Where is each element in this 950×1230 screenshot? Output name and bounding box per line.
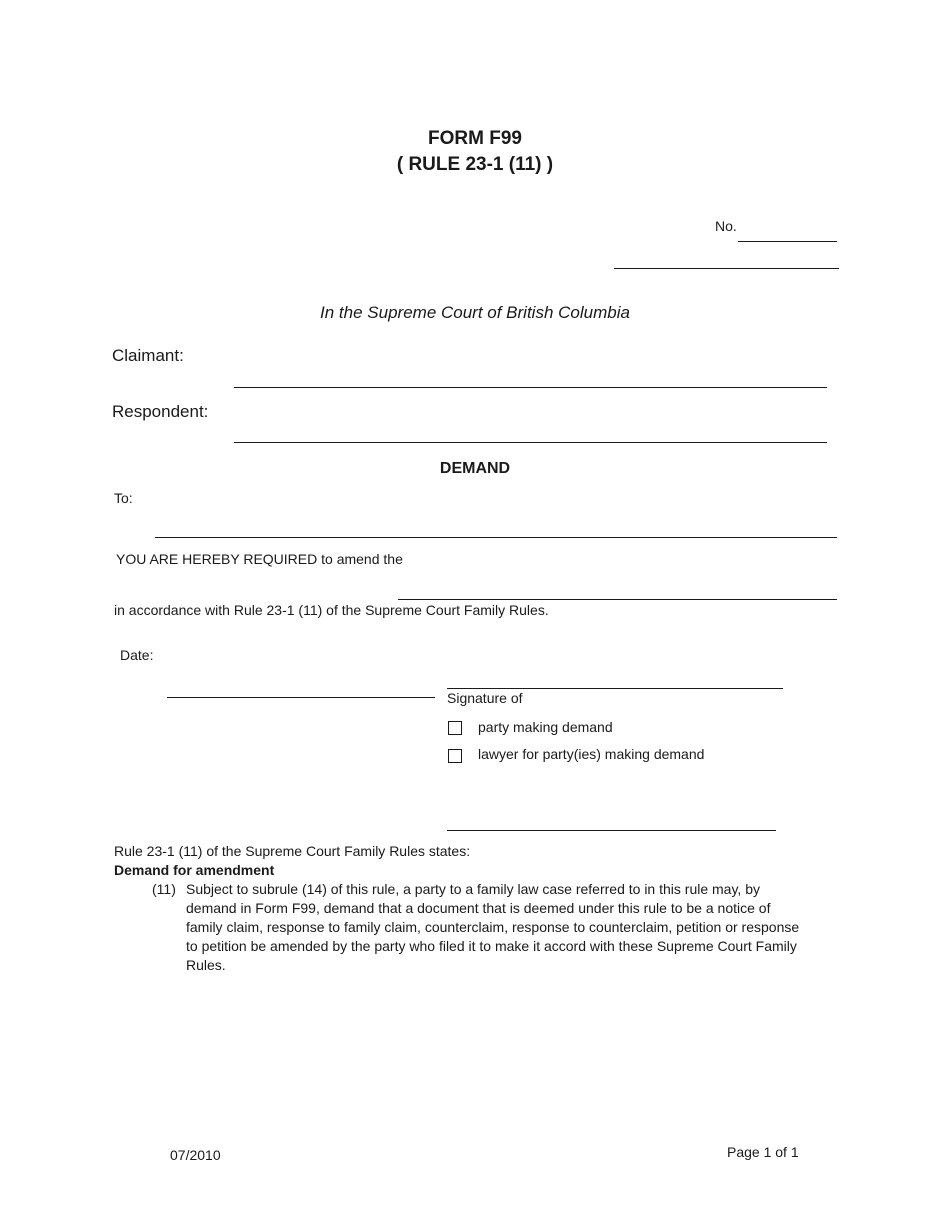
document-heading: DEMAND bbox=[439, 460, 511, 477]
page-number: Page 1 of 1 bbox=[727, 1144, 799, 1160]
registry-no-field[interactable] bbox=[738, 241, 837, 242]
accordance-text: in accordance with Rule 23-1 (11) of the Supreme Court Family Rules. bbox=[114, 602, 549, 618]
date-field[interactable] bbox=[167, 697, 435, 698]
signature-field[interactable] bbox=[447, 688, 783, 689]
to-label: To: bbox=[114, 490, 133, 506]
signature-label: Signature of bbox=[447, 690, 523, 706]
lawyer-making-demand-label: lawyer for party(ies) making demand bbox=[478, 746, 705, 762]
lawyer-making-demand-checkbox[interactable] bbox=[448, 749, 462, 763]
rule-line: Rules. bbox=[186, 957, 226, 973]
registry-no-label: No. bbox=[715, 218, 737, 234]
party-making-demand-checkbox[interactable] bbox=[448, 721, 462, 735]
rule-line: Subject to subrule (14) of this rule, a party to a family law case referred to in this rule may, by bbox=[186, 881, 760, 897]
rule-line: to petition be amended by the party who filed it to make it accord with these Supreme Court Family bbox=[186, 938, 797, 954]
rule-reference: ( RULE 23-1 (11) ) bbox=[396, 154, 554, 175]
date-label: Date: bbox=[120, 647, 154, 663]
to-field[interactable] bbox=[155, 537, 837, 538]
rule-heading: Demand for amendment bbox=[114, 862, 275, 878]
court-name: In the Supreme Court of British Columbia bbox=[320, 303, 630, 322]
respondent-label: Respondent: bbox=[112, 402, 209, 421]
rule-intro: Rule 23-1 (11) of the Supreme Court Family Rules states: bbox=[114, 843, 471, 859]
respondent-field[interactable] bbox=[234, 442, 827, 443]
claimant-label: Claimant: bbox=[112, 346, 184, 365]
rule-line: demand in Form F99, demand that a document that is deemed under this rule to be a notice of bbox=[186, 900, 771, 916]
document-name-field[interactable] bbox=[398, 599, 837, 600]
registry-location-field[interactable] bbox=[614, 268, 839, 269]
revision-date: 07/2010 bbox=[170, 1147, 221, 1163]
rule-number: (11) bbox=[152, 881, 176, 897]
rule-body bbox=[186, 880, 846, 975]
signatory-name-field[interactable] bbox=[447, 830, 776, 831]
form-title: FORM F99 bbox=[428, 128, 522, 149]
claimant-field[interactable] bbox=[234, 387, 827, 388]
party-making-demand-label: party making demand bbox=[478, 719, 613, 735]
required-text: YOU ARE HEREBY REQUIRED to amend the bbox=[116, 551, 403, 567]
rule-line: family claim, response to family claim, counterclaim, response to counterclaim, petition or response bbox=[186, 919, 800, 935]
